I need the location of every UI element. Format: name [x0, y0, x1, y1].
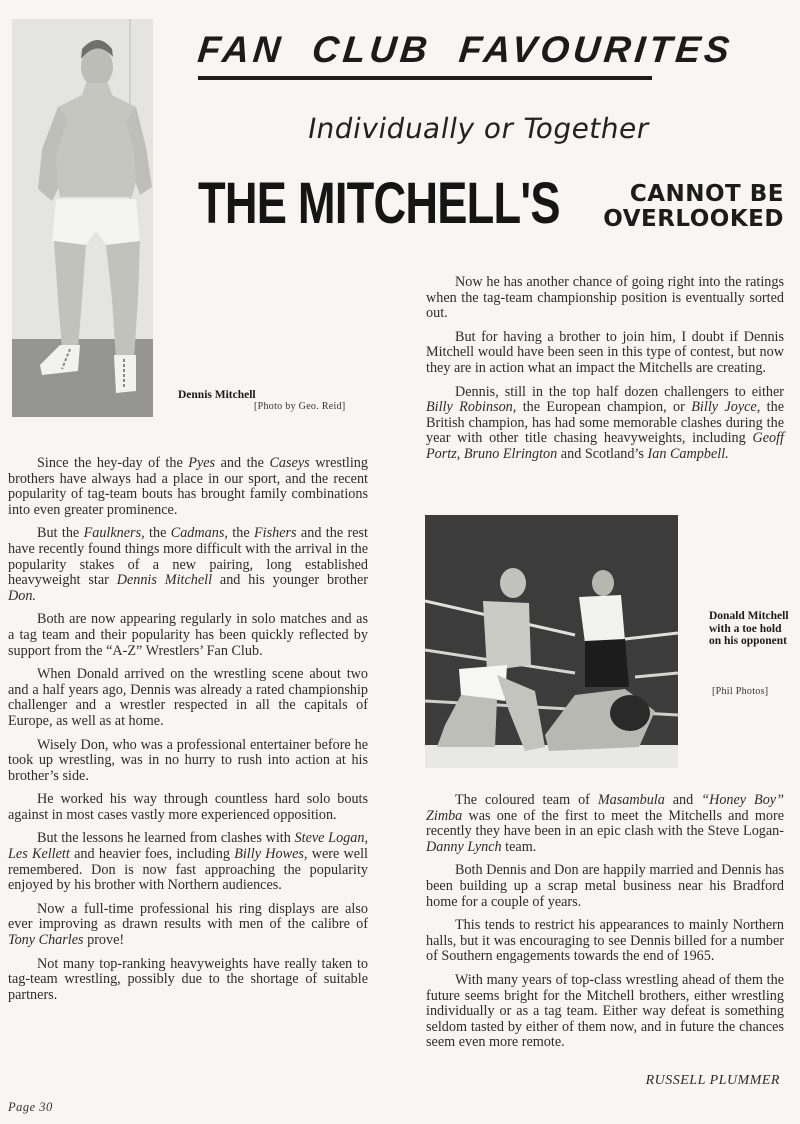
article-paragraph: Now he has another chance of going right into the ratings when the tag-team championship position is eventually sorted out.: [426, 274, 784, 322]
article-paragraph: He worked his way through countless hard solo bouts against in most cases vastly more experienced opposition.: [8, 791, 368, 823]
photo-caption: Donald Mitchell with a toe hold on his opponent: [709, 610, 789, 648]
article-title: THE MITCHELL'S: [198, 171, 560, 236]
article-paragraph: But for having a brother to join him, I doubt if Dennis Mitchell would have been seen in this type of contest, but now they are in action what an impact the Mitchells are creating.: [426, 328, 784, 376]
article-paragraph: Not many top-ranking heavyweights have really taken to tag-team wrestling, possibly due to the shortage of suitable partners.: [8, 955, 368, 1003]
article-paragraph: Now a full-time professional his ring displays are also ever improving as drawn results with men of the calibre of Tony Charles prove!: [8, 900, 368, 949]
article-paragraph: But the lessons he learned from clashes with Steve Logan, Les Kellett and heavier foes, including Billy Howes, were well remembered. Don is now fast approaching the popularity enjoyed by his brother with Northern audiences.: [8, 830, 368, 894]
article-paragraph: The coloured team of Masambula and “Honey Boy” Zimba was one of the first to meet the Mitchells and more recently they have been in an epic clash with the Steve Logan-Danny Lynch team.: [426, 792, 784, 855]
article-paragraph: Wisely Don, who was a professional entertainer before he took up wrestling, was in no hurry to rush into action at his brother’s side.: [8, 736, 368, 784]
article-title-tagline: [584, 182, 784, 232]
tagline-line-2: OVERLOOKED: [603, 206, 784, 232]
tagline-line-1: CANNOT BE: [629, 181, 784, 207]
article-paragraph: This tends to restrict his appearances to mainly Northern halls, but it was encouraging to see Dennis billed for a number of Southern engagements towards the end of 1965.: [426, 917, 784, 965]
photo-credit: [Phil Photos]: [712, 686, 769, 697]
ring-action-scene: [425, 515, 678, 768]
photo-credit: [Photo by Geo. Reid]: [254, 401, 346, 412]
photo-dennis-mitchell: [12, 19, 153, 417]
photo-caption-name: Dennis Mitchell: [178, 389, 256, 401]
left-column: [8, 456, 368, 1011]
article-paragraph: Both are now appearing regularly in solo matches and as a tag team and their popularity has been quickly reflected by support from the “A-Z” Wrestlers’ Fan Club.: [8, 611, 368, 659]
right-column-top: [426, 275, 784, 471]
article-paragraph: Since the hey-day of the Pyes and the Caseys wrestling brothers have always had a place in our sport, and the recent popularity of tag-team bouts has brought family combinations into even greater prominence.: [8, 455, 368, 518]
article-paragraph: When Donald arrived on the wrestling scene about two and a half years ago, Dennis was already a rated championship challenger and a wrestler respected in all the capitals of Europe, as well as at home.: [8, 666, 368, 729]
article-paragraph: Dennis, still in the top half dozen challengers to either Billy Robinson, the European champion, or Billy Joyce, the British champion, has had some memorable clashes during the year with other title chasing heavyweights, including Geoff Portz, Bruno Elrington and Scotland’s Ian Campbell.: [426, 383, 784, 462]
right-column-bottom: [426, 793, 784, 1059]
wrestler-standing-figure: [12, 19, 153, 417]
author-byline: RUSSELL PLUMMER: [645, 1073, 780, 1088]
article-paragraph: With many years of top-class wrestling ahead of them the future seems bright for the Mitchell brothers, either wrestling individually or as a tag team. Either way defeat is something seldom tasted by either of them now, and in future the chances seem even more remote.: [426, 971, 784, 1051]
kicker-underline: [198, 76, 652, 80]
subheading: Individually or Together: [305, 112, 653, 145]
section-kicker: FAN CLUB FAVOURITES: [195, 29, 736, 70]
article-paragraph: But the Faulkners, the Cadmans, the Fishers and the rest have recently found things more difficult with the arrival in the popularity stakes of a new pairing, long established heavyweight star Dennis Mitchell and his younger brother Don.: [8, 525, 368, 604]
photo-donald-mitchell-toe-hold: [425, 515, 678, 768]
article-paragraph: Both Dennis and Don are happily married and Dennis has been building up a scrap metal business near his Bradford home for a couple of years.: [426, 862, 784, 910]
page-number: Page 30: [8, 1100, 53, 1114]
